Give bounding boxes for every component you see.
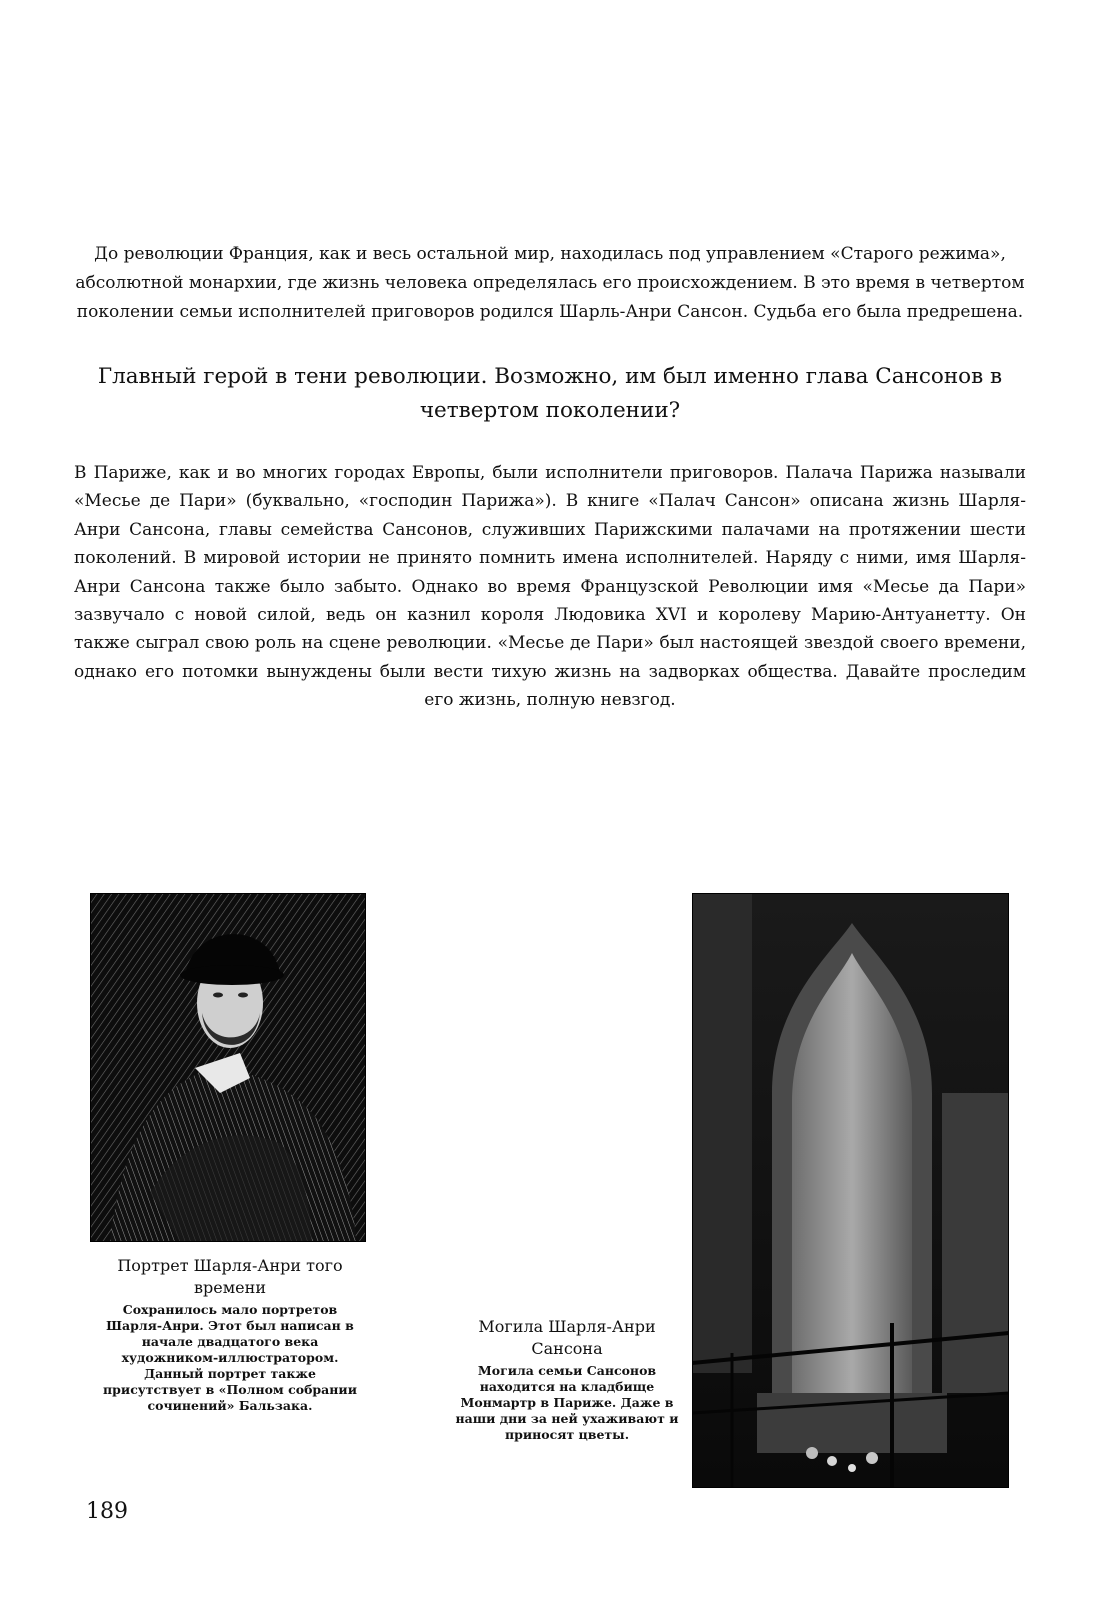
grave-caption-text: Могила семьи Сансонов находится на кладбище Монмартр в Париже. Даже в наши дни за ней ухаживают и приносят цветы.	[455, 1363, 679, 1442]
portrait-caption-title: Портрет Шарля-Анри того времени	[117, 1256, 343, 1297]
portrait-caption-text: Сохранилось мало портретов Шарля-Анри. Этот был написан в начале двадцатого века художником-иллюстратором. Данный портрет также присутствует в «Полном собрании сочинений» Бальзака.	[103, 1302, 357, 1413]
grave-caption-title: Могила Шарля-Анри Сансона	[478, 1317, 656, 1358]
intro-paragraph: До революции Франция, как и весь остальной мир, находилась под управлением «Старого режима», абсолютной монархии, где жизнь человека определялась его происхождением. В это время в четвертом поколении семьи исполнителей приговоров родился Шарль-Анри Сансон. Судьба его была предрешена.	[75, 244, 1025, 322]
section-subheading: Главный герой в тени революции. Возможно, им был именно глава Сансонов в четвертом поколении?	[97, 364, 1003, 423]
body-paragraph: В Париже, как и во многих городах Европы, были исполнители приговоров. Палача Парижа называли «Месье де Пари» (буквально, «господин Парижа»). В книге «Палач Сансон» описана жизнь Шарля-Анри Сансона, главы семейства Сансонов, служивших Парижскими палачами на протяжении шести поколений. В мировой истории не принято помнить имена исполнителей. Наряду с ними, имя Шарля-Анри Сансона также было забыто. Однако во время Французской Революции имя «Месье да Пари» зазвучало с новой силой, ведь он казнил короля Людовика XVI и королеву Марию-Антуанетту. Он также сыграл свою роль на сцене революции. «Месье де Пари» был настоящей звездой своего времени, однако его потомки вынуждены были вести тихую жизнь на задворках общества. Давайте проследим его жизнь, полную невзгод.	[74, 463, 1026, 711]
portrait-image	[90, 893, 366, 1242]
grave-photo	[692, 893, 1009, 1488]
page-number: 189	[86, 1499, 128, 1524]
